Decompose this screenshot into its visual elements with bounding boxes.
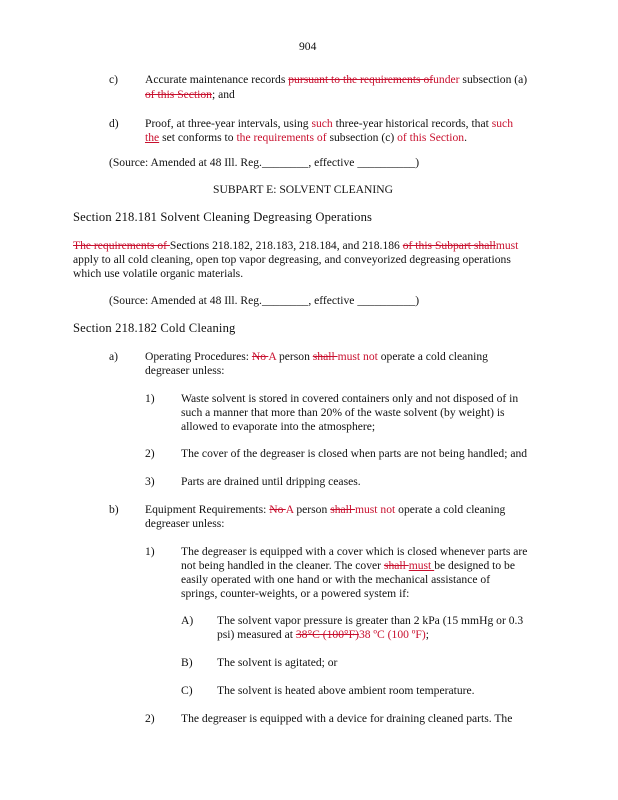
item-b1C-label: C) bbox=[181, 684, 193, 697]
item-a1-line-3: allowed to evaporate into the atmosphere; bbox=[181, 420, 376, 433]
item-a-line-1: Operating Procedures: No A person shall must not operate a cold cleaning bbox=[145, 350, 488, 363]
item-b2-line-1: The degreaser is equipped with a device for draining cleaned parts. The bbox=[181, 712, 513, 725]
item-d-label: d) bbox=[109, 117, 119, 130]
item-a3-line-1: Parts are drained until dripping ceases. bbox=[181, 475, 361, 488]
subpart-title: SUBPART E: SOLVENT CLEANING bbox=[213, 183, 394, 196]
item-b1-line-3: easily operated with one hand or with the mechanical assistance of bbox=[181, 573, 491, 586]
item-a-label: a) bbox=[109, 350, 119, 363]
page-number: 904 bbox=[299, 40, 317, 53]
section-182-heading: Section 218.182 Cold Cleaning bbox=[73, 321, 236, 335]
item-b1-line-4: springs, counter-weights, or a powered system if: bbox=[181, 587, 410, 600]
item-b-line-2: degreaser unless: bbox=[145, 517, 225, 530]
item-b2-label: 2) bbox=[145, 712, 155, 725]
item-b1A-line-2: psi) measured at 38°C (100°F)38 ºC (100 ºF); bbox=[217, 628, 429, 641]
item-b1A-line-1: The solvent vapor pressure is greater than 2 kPa (15 mmHg or 0.3 bbox=[217, 614, 524, 627]
item-a1-line-1: Waste solvent is stored in covered containers only and not disposed of in bbox=[181, 392, 519, 405]
item-a-line-2: degreaser unless: bbox=[145, 364, 225, 377]
item-b1A-label: A) bbox=[181, 614, 194, 627]
item-d-line-2: the set conforms to the requirements of subsection (c) of this Section. bbox=[145, 131, 467, 144]
section-181-heading: Section 218.181 Solvent Cleaning Degreasing Operations bbox=[73, 210, 373, 224]
source-note-2: (Source: Amended at 48 Ill. Reg.________, effective __________) bbox=[109, 294, 420, 307]
item-a1-label: 1) bbox=[145, 392, 155, 405]
item-b1-label: 1) bbox=[145, 545, 155, 558]
section-181-line-2: apply to all cold cleaning, open top vapor degreasing, and conveyorized degreasing operations bbox=[73, 253, 511, 266]
item-b1B-label: B) bbox=[181, 656, 193, 669]
item-b1-line-2: not being handled in the cleaner. The cover shall must be designed to be bbox=[181, 559, 515, 572]
item-b-line-1: Equipment Requirements: No A person shall must not operate a cold cleaning bbox=[145, 503, 506, 516]
section-181-line-1: The requirements of Sections 218.182, 218.183, 218.184, and 218.186 of this Subpart shallmust bbox=[73, 239, 519, 252]
item-a2-label: 2) bbox=[145, 447, 155, 460]
item-c-label: c) bbox=[109, 73, 119, 86]
item-c-line-2: of this Section; and bbox=[145, 88, 235, 101]
item-b1C-line-1: The solvent is heated above ambient room temperature. bbox=[217, 684, 475, 697]
item-a2-line-1: The cover of the degreaser is closed when parts are not being handled; and bbox=[181, 447, 528, 460]
item-a1-line-2: such a manner that more than 20% of the waste solvent (by weight) is bbox=[181, 406, 505, 419]
item-d-line-1: Proof, at three-year intervals, using such three-year historical records, that such bbox=[145, 117, 514, 130]
item-c-line-1: Accurate maintenance records pursuant to the requirements ofunder subsection (a) bbox=[145, 73, 528, 86]
section-181-line-3: which use volatile organic materials. bbox=[73, 267, 244, 280]
item-a3-label: 3) bbox=[145, 475, 155, 488]
source-note-1: (Source: Amended at 48 Ill. Reg.________, effective __________) bbox=[109, 156, 420, 169]
item-b-label: b) bbox=[109, 503, 119, 516]
item-b1B-line-1: The solvent is agitated; or bbox=[217, 656, 338, 669]
item-b1-line-1: The degreaser is equipped with a cover which is closed whenever parts are bbox=[181, 545, 528, 558]
